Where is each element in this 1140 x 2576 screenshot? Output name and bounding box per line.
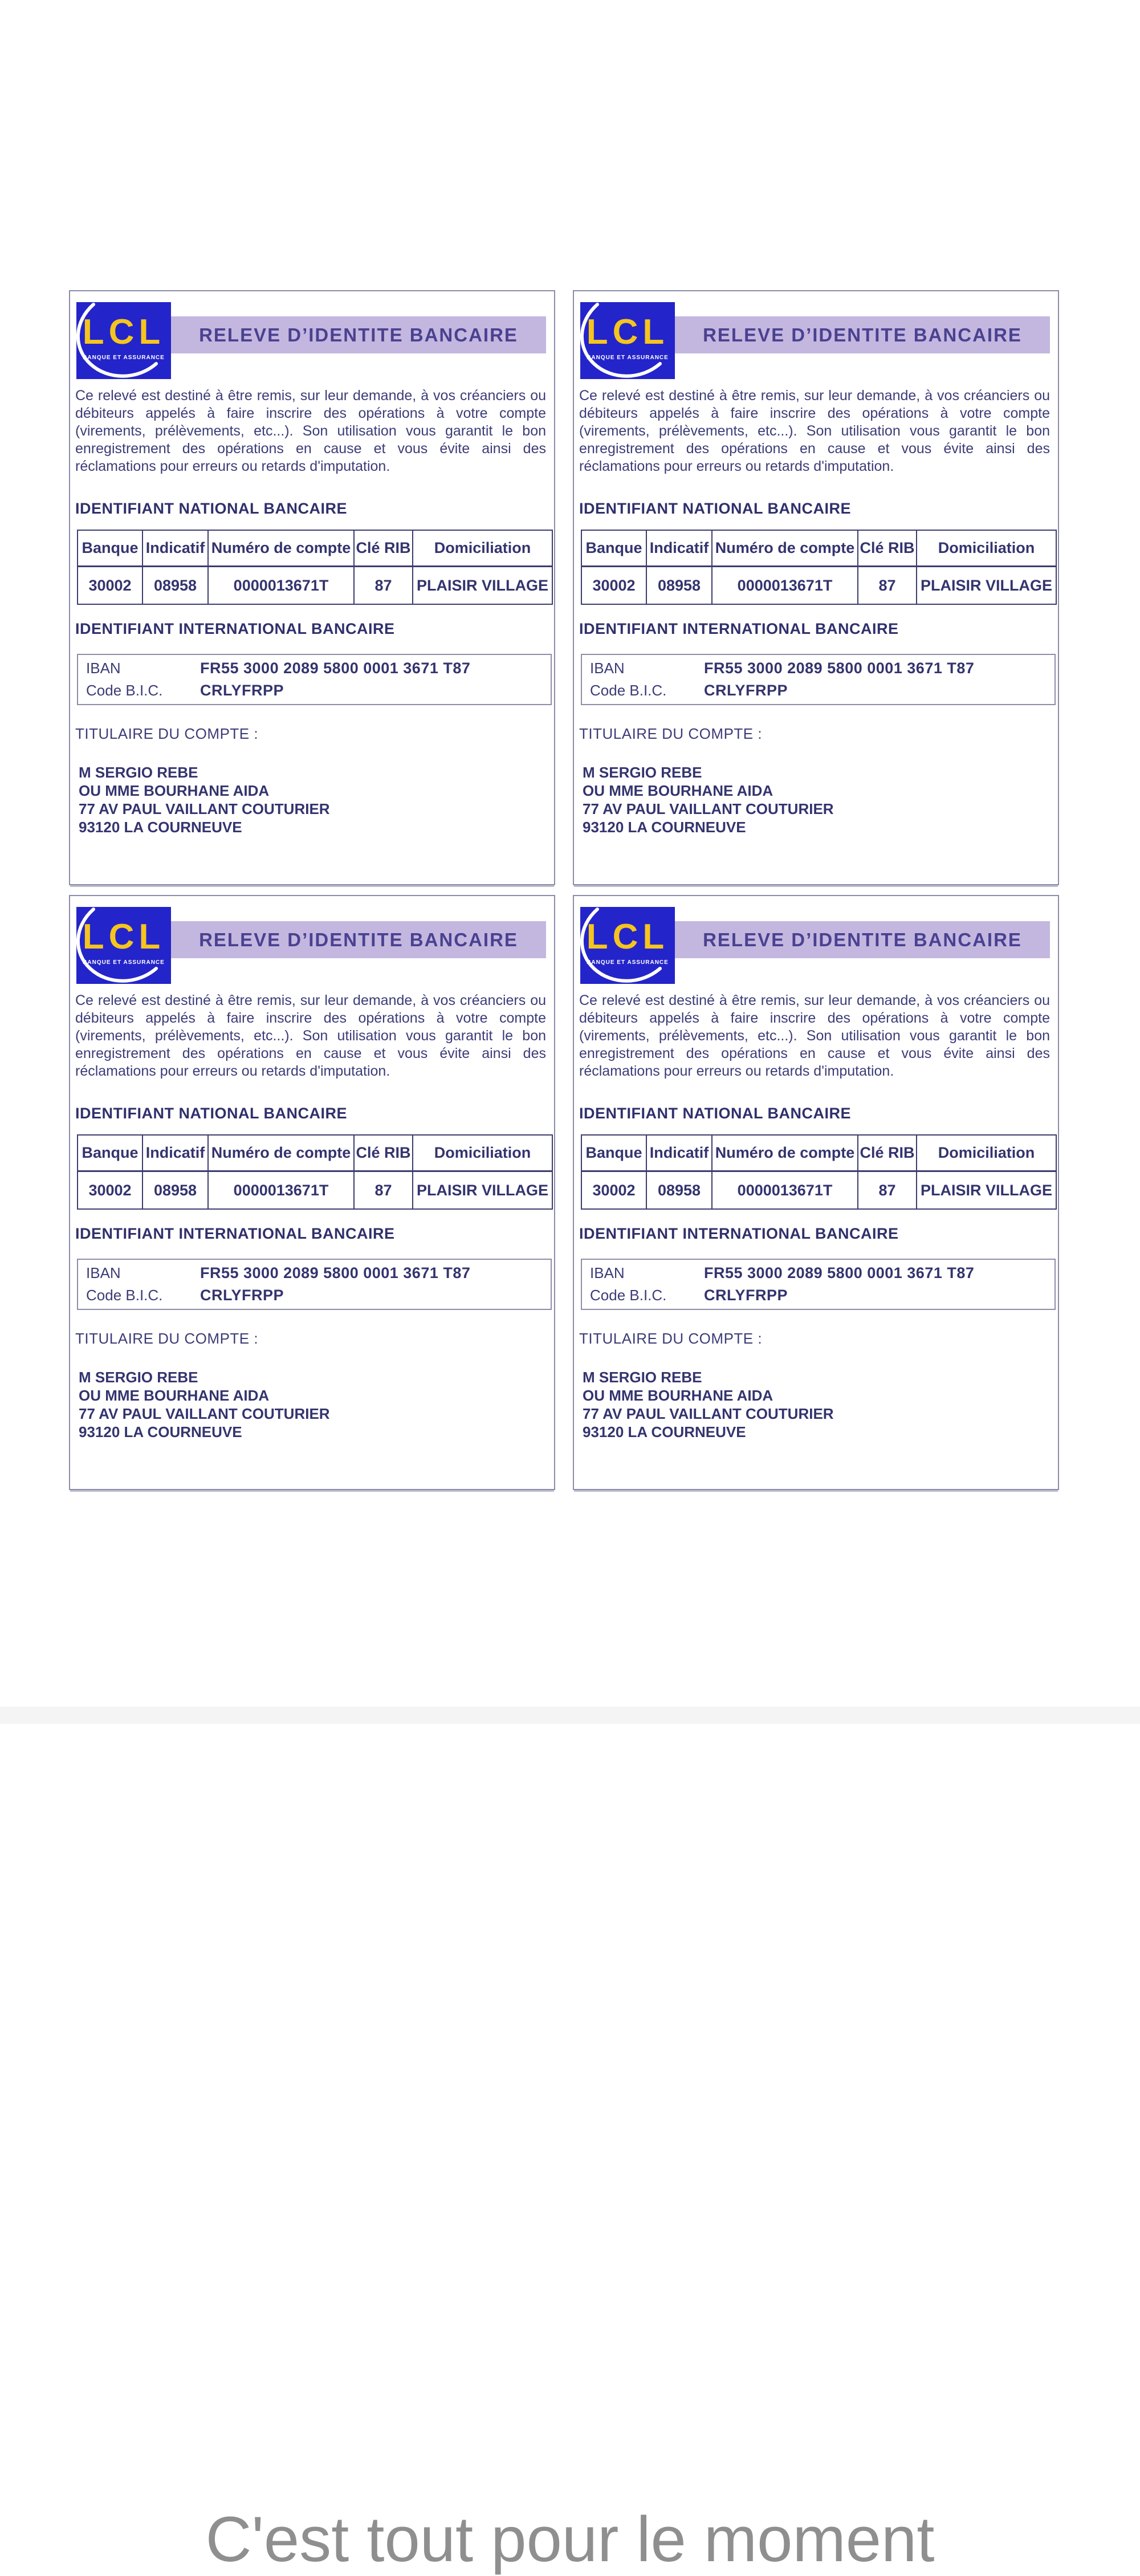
lcl-logo-subtext: BANQUE ET ASSURANCE <box>587 959 669 966</box>
lcl-logo-text: LCL <box>82 312 165 352</box>
table-header-row <box>581 1135 1056 1171</box>
value-banque: 30002 <box>78 567 142 605</box>
lcl-logo-text: LCL <box>82 917 165 957</box>
holder-line: 77 AV PAUL VAILLANT COUTURIER <box>583 1405 834 1422</box>
national-heading: IDENTIFIANT NATIONAL BANCAIRE <box>75 1105 347 1122</box>
value-indicatif: 08958 <box>646 567 712 605</box>
iban-value: FR55 3000 2089 5800 0001 3671 T87 <box>704 1264 975 1281</box>
national-id-table <box>581 1134 1057 1210</box>
iban-box <box>77 654 552 705</box>
value-numero: 0000013671T <box>208 567 354 605</box>
intro-paragraph: Ce relevé est destiné à être remis, sur leur demande, à vos créanciers ou débiteurs appelés à faire inscrire des opérations à votre compte (virements, prélèvements, etc...). Son utilisation vous garantit le bon enregistrement des opérations en cause et vous évite ainsi des réclamations pour erreurs ou retards d'imputation. <box>579 388 1050 474</box>
holder-line: OU MME BOURHANE AIDA <box>583 1387 773 1404</box>
title-band <box>675 316 1050 353</box>
table-value-row <box>581 567 1056 605</box>
iban-box <box>581 654 1056 705</box>
bic-label: Code B.I.C. <box>86 682 163 699</box>
holder-heading: TITULAIRE DU COMPTE : <box>579 725 763 742</box>
iban-row <box>582 660 1054 677</box>
holder-line: 93120 LA COURNEUVE <box>583 1423 746 1440</box>
card-title: RELEVE D’IDENTITE BANCAIRE <box>199 929 518 950</box>
bic-value: CRLYFRPP <box>704 682 788 699</box>
col-header-numero: Numéro de compte <box>712 1135 858 1171</box>
holder-line: OU MME BOURHANE AIDA <box>79 1387 270 1404</box>
iban-label: IBAN <box>590 660 625 677</box>
value-numero: 0000013671T <box>712 1171 858 1210</box>
iban-box <box>77 1259 552 1310</box>
bic-label: Code B.I.C. <box>86 1287 163 1304</box>
iban-row <box>78 660 551 677</box>
value-indicatif: 08958 <box>646 1171 712 1210</box>
value-indicatif: 08958 <box>142 567 208 605</box>
col-header-banque: Banque <box>581 1135 646 1171</box>
holder-line: M SERGIO REBE <box>79 764 198 781</box>
iban-row <box>582 1264 1054 1282</box>
value-domiciliation: PLAISIR VILLAGE <box>917 1171 1056 1210</box>
col-header-domiciliation: Domiciliation <box>917 530 1056 567</box>
international-heading: IDENTIFIANT INTERNATIONAL BANCAIRE <box>75 1225 395 1242</box>
holder-line: M SERGIO REBE <box>583 1369 702 1386</box>
national-heading: IDENTIFIANT NATIONAL BANCAIRE <box>75 500 347 517</box>
bic-label: Code B.I.C. <box>590 1287 667 1304</box>
col-header-banque: Banque <box>78 530 142 567</box>
lcl-logo-subtext: BANQUE ET ASSURANCE <box>83 355 165 361</box>
col-header-cle: Clé RIB <box>354 1135 413 1171</box>
holder-line: 77 AV PAUL VAILLANT COUTURIER <box>79 1405 330 1422</box>
account-holder-block <box>79 1368 330 1441</box>
iban-row <box>78 1264 551 1282</box>
bic-value: CRLYFRPP <box>704 1287 788 1304</box>
holder-line: OU MME BOURHANE AIDA <box>583 782 773 799</box>
value-domiciliation: PLAISIR VILLAGE <box>917 567 1056 605</box>
table-value-row <box>78 567 552 605</box>
table-value-row <box>78 1171 552 1210</box>
value-cle: 87 <box>858 567 917 605</box>
col-header-numero: Numéro de compte <box>712 530 858 567</box>
national-id-table <box>77 1134 553 1210</box>
lcl-logo <box>580 907 675 984</box>
lcl-logo-text: LCL <box>586 917 669 957</box>
holder-line: M SERGIO REBE <box>79 1369 198 1386</box>
account-holder-block <box>583 763 834 836</box>
card-title: RELEVE D’IDENTITE BANCAIRE <box>199 324 518 345</box>
iban-value: FR55 3000 2089 5800 0001 3671 T87 <box>200 1264 471 1281</box>
account-holder-block <box>79 763 330 836</box>
value-numero: 0000013671T <box>208 1171 354 1210</box>
international-heading: IDENTIFIANT INTERNATIONAL BANCAIRE <box>75 620 395 637</box>
intro-paragraph: Ce relevé est destiné à être remis, sur leur demande, à vos créanciers ou débiteurs appelés à faire inscrire des opérations à votre compte (virements, prélèvements, etc...). Son utilisation vous garantit le bon enregistrement des opérations en cause et vous évite ainsi des réclamations pour erreurs ou retards d'imputation. <box>75 388 546 474</box>
value-indicatif: 08958 <box>142 1171 208 1210</box>
lcl-logo <box>580 302 675 379</box>
iban-value: FR55 3000 2089 5800 0001 3671 T87 <box>704 660 975 677</box>
bic-value: CRLYFRPP <box>200 1287 284 1304</box>
table-header-row <box>78 530 552 567</box>
col-header-cle: Clé RIB <box>858 1135 917 1171</box>
title-band <box>171 316 546 353</box>
holder-line: 77 AV PAUL VAILLANT COUTURIER <box>79 800 330 817</box>
national-id-table <box>77 530 553 605</box>
title-band <box>171 921 546 958</box>
national-heading: IDENTIFIANT NATIONAL BANCAIRE <box>579 500 851 517</box>
footer-message: C'est tout pour le moment <box>205 2504 935 2575</box>
intro-paragraph: Ce relevé est destiné à être remis, sur leur demande, à vos créanciers ou débiteurs appelés à faire inscrire des opérations à votre compte (virements, prélèvements, etc...). Son utilisation vous garantit le bon enregistrement des opérations en cause et vous évite ainsi des réclamations pour erreurs ou retards d'imputation. <box>75 992 546 1079</box>
holder-heading: TITULAIRE DU COMPTE : <box>75 1330 259 1347</box>
card-title: RELEVE D’IDENTITE BANCAIRE <box>703 324 1022 345</box>
value-domiciliation: PLAISIR VILLAGE <box>413 1171 552 1210</box>
value-numero: 0000013671T <box>712 567 858 605</box>
value-banque: 30002 <box>78 1171 142 1210</box>
holder-line: 93120 LA COURNEUVE <box>583 819 746 836</box>
value-cle: 87 <box>354 567 413 605</box>
bic-row <box>582 682 1054 699</box>
holder-line: M SERGIO REBE <box>583 764 702 781</box>
bic-row <box>78 682 551 699</box>
account-holder-block <box>583 1368 834 1441</box>
col-header-numero: Numéro de compte <box>208 530 354 567</box>
bic-label: Code B.I.C. <box>590 682 667 699</box>
iban-value: FR55 3000 2089 5800 0001 3671 T87 <box>200 660 471 677</box>
col-header-banque: Banque <box>78 1135 142 1171</box>
col-header-indicatif: Indicatif <box>646 1135 712 1171</box>
value-domiciliation: PLAISIR VILLAGE <box>413 567 552 605</box>
col-header-domiciliation: Domiciliation <box>413 1135 552 1171</box>
col-header-indicatif: Indicatif <box>646 530 712 567</box>
lcl-logo-subtext: BANQUE ET ASSURANCE <box>587 355 669 361</box>
col-header-indicatif: Indicatif <box>142 1135 208 1171</box>
value-cle: 87 <box>858 1171 917 1210</box>
national-heading: IDENTIFIANT NATIONAL BANCAIRE <box>579 1105 851 1122</box>
page-divider-strip <box>0 1707 1140 1724</box>
table-value-row <box>581 1171 1056 1210</box>
title-band <box>675 921 1050 958</box>
lcl-logo <box>76 907 171 984</box>
col-header-domiciliation: Domiciliation <box>917 1135 1056 1171</box>
holder-line: 77 AV PAUL VAILLANT COUTURIER <box>583 800 834 817</box>
rib-card <box>573 290 1059 885</box>
lcl-logo-text: LCL <box>586 312 669 352</box>
table-header-row <box>78 1135 552 1171</box>
lcl-logo <box>76 302 171 379</box>
col-header-cle: Clé RIB <box>354 530 413 567</box>
iban-label: IBAN <box>590 1264 625 1281</box>
bic-row <box>582 1287 1054 1304</box>
rib-cards-grid <box>69 290 1058 1490</box>
col-header-cle: Clé RIB <box>858 530 917 567</box>
holder-line: OU MME BOURHANE AIDA <box>79 782 270 799</box>
international-heading: IDENTIFIANT INTERNATIONAL BANCAIRE <box>579 620 899 637</box>
rib-card <box>69 895 555 1490</box>
col-header-banque: Banque <box>581 530 646 567</box>
value-cle: 87 <box>354 1171 413 1210</box>
intro-paragraph: Ce relevé est destiné à être remis, sur leur demande, à vos créanciers ou débiteurs appelés à faire inscrire des opérations à votre compte (virements, prélèvements, etc...). Son utilisation vous garantit le bon enregistrement des opérations en cause et vous évite ainsi des réclamations pour erreurs ou retards d'imputation. <box>579 992 1050 1079</box>
value-banque: 30002 <box>581 1171 646 1210</box>
holder-heading: TITULAIRE DU COMPTE : <box>75 725 259 742</box>
table-header-row <box>581 530 1056 567</box>
bic-row <box>78 1287 551 1304</box>
iban-label: IBAN <box>86 660 121 677</box>
holder-line: 93120 LA COURNEUVE <box>79 819 242 836</box>
rib-card <box>573 895 1059 1490</box>
national-id-table <box>581 530 1057 605</box>
col-header-numero: Numéro de compte <box>208 1135 354 1171</box>
lcl-logo-subtext: BANQUE ET ASSURANCE <box>83 959 165 966</box>
holder-line: 93120 LA COURNEUVE <box>79 1423 242 1440</box>
col-header-domiciliation: Domiciliation <box>413 530 552 567</box>
holder-heading: TITULAIRE DU COMPTE : <box>579 1330 763 1347</box>
international-heading: IDENTIFIANT INTERNATIONAL BANCAIRE <box>579 1225 899 1242</box>
bic-value: CRLYFRPP <box>200 682 284 699</box>
card-title: RELEVE D’IDENTITE BANCAIRE <box>703 929 1022 950</box>
value-banque: 30002 <box>581 567 646 605</box>
col-header-indicatif: Indicatif <box>142 530 208 567</box>
rib-card <box>69 290 555 885</box>
iban-box <box>581 1259 1056 1310</box>
iban-label: IBAN <box>86 1264 121 1281</box>
